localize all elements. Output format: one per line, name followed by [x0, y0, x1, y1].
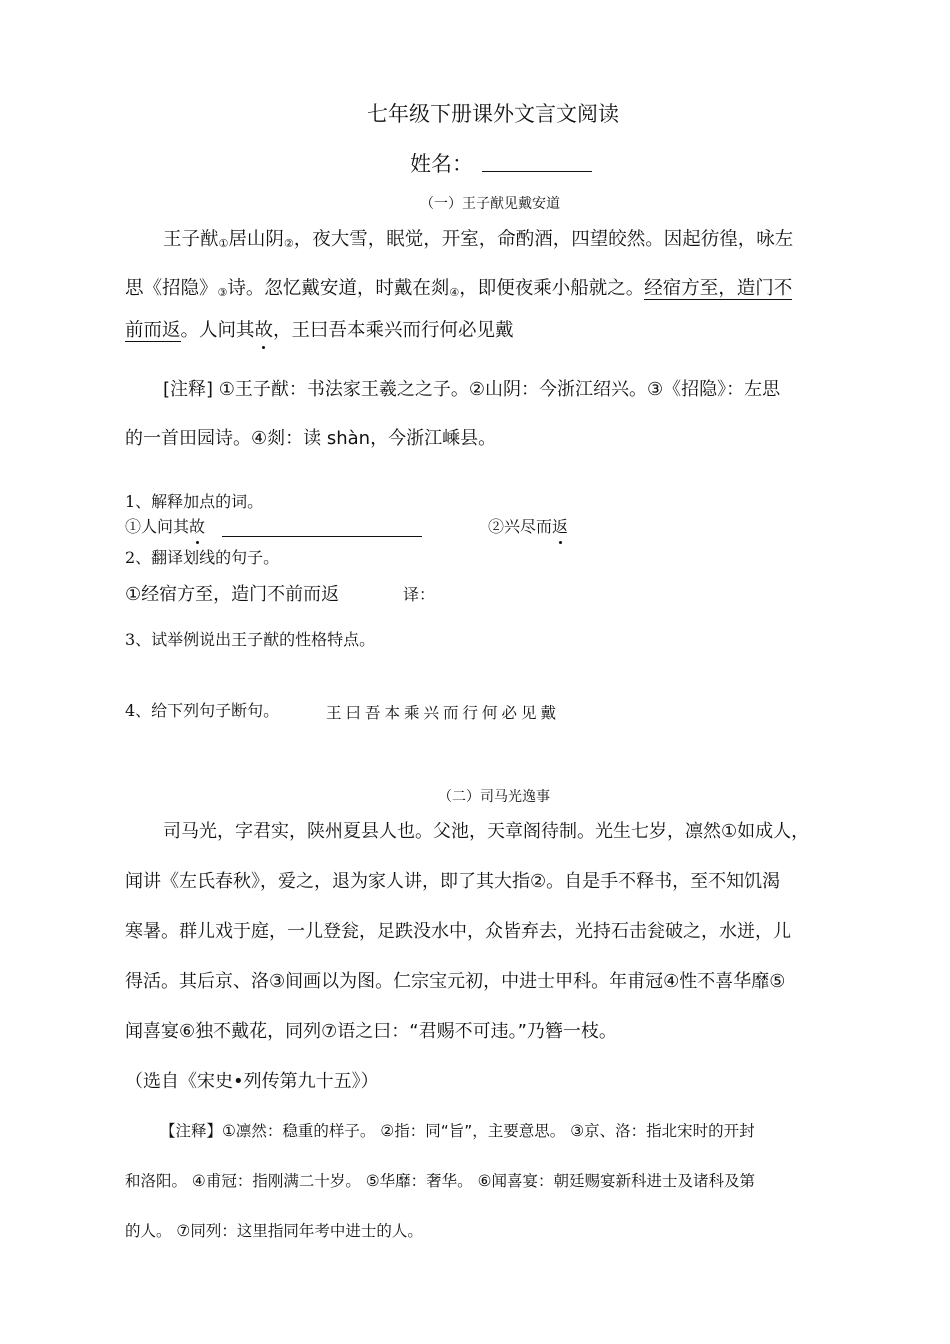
- question-2a: ①经宿方至，造门不前而返: [125, 584, 340, 605]
- section2-line1: 司马光，字君实，陕州夏县人也。父池，天章阁待制。光生七岁，凛然①如成人，: [163, 821, 810, 842]
- section2-line4: 得活。其后京、洛③间画以为图。仁宗宝元初，中进士甲科。年甫冠④性不喜华靡⑤: [125, 971, 786, 992]
- name-blank-line[interactable]: [482, 171, 592, 172]
- section2-line5: 闻喜宴⑥独不戴花，同列⑦语之曰：“君赐不可违。”乃簪一枝。: [125, 1021, 617, 1042]
- name-label: 姓名：: [410, 152, 473, 176]
- section1-paragraph-line2: 思《招隐》$_③$诗。忽忆戴安道，时戴在剡$_④$，即便夜乘小船就之。经宿方至，造门不: [125, 278, 793, 299]
- question-4: 4、给下列句子断句。: [125, 701, 280, 720]
- section2-line3: 寒暑。群儿戏于庭，一儿登瓮，足跌没水中，众皆弃去，光持石击瓮破之，水迸，儿: [125, 921, 791, 942]
- question-1a: ①人问其故: [125, 517, 206, 536]
- question-1: 1、解释加点的词。: [125, 492, 264, 511]
- section2-note-line3: 的人。 ⑦同列：这里指同年考中进士的人。: [125, 1222, 423, 1240]
- dotted-word-gu: 故: [254, 320, 274, 341]
- question-1b: ②兴尽而返: [488, 517, 569, 536]
- translation-label: 译：: [403, 585, 436, 604]
- section1-paragraph-line3: 前而返。人问其故，王曰吾本乘兴而行何必见戴: [125, 320, 514, 341]
- section1-note-line2: 的一首田园诗。④剡：读 shàn，今浙江嵊县。: [125, 428, 497, 449]
- section2-line2: 闻讲《左氏春秋》，爱之，退为家人讲，即了其大指②。自是手不释书，至不知饥渴: [125, 871, 781, 892]
- page-title: 七年级下册课外文言文阅读: [367, 102, 619, 126]
- section2-note-line2: 和洛阳。 ④甫冠：指刚满二十岁。 ⑤华靡：奢华。 ⑥闻喜宴：朝廷赐宴新科进士及诸科及第: [125, 1172, 755, 1190]
- section1-heading: （一）王子猷见戴安道: [420, 196, 560, 212]
- underlined-sentence-part1: 经宿方至，造门不: [644, 278, 793, 299]
- question-4-sentence: 王曰吾本乘兴而行何必见戴: [326, 704, 561, 722]
- underlined-sentence-part2: 前而返: [125, 320, 181, 341]
- section1-paragraph-line1: 王子猷$_①$居山阴$_②$，夜大雪，眠觉，开室，命酌酒，四望皎然。因起彷徨，咏左: [163, 229, 794, 250]
- answer-1a-line[interactable]: [222, 536, 422, 537]
- question-3: 3、试举例说出王子猷的性格特点。: [125, 630, 376, 649]
- section2-source: （选自《宋史•列传第九十五》）: [125, 1071, 379, 1092]
- section1-note-line1: [注释] ①王子猷：书法家王羲之之子。②山阴：今浙江绍兴。③《招隐》：左思: [163, 379, 781, 400]
- question-2: 2、翻译划线的句子。: [125, 548, 280, 567]
- section2-heading: （二）司马光逸事: [438, 789, 550, 805]
- section2-note-line1: 【注释】①凛然：稳重的样子。 ②指：同“旨”，主要意思。 ③京、洛：指北宋时的开封: [160, 1122, 755, 1140]
